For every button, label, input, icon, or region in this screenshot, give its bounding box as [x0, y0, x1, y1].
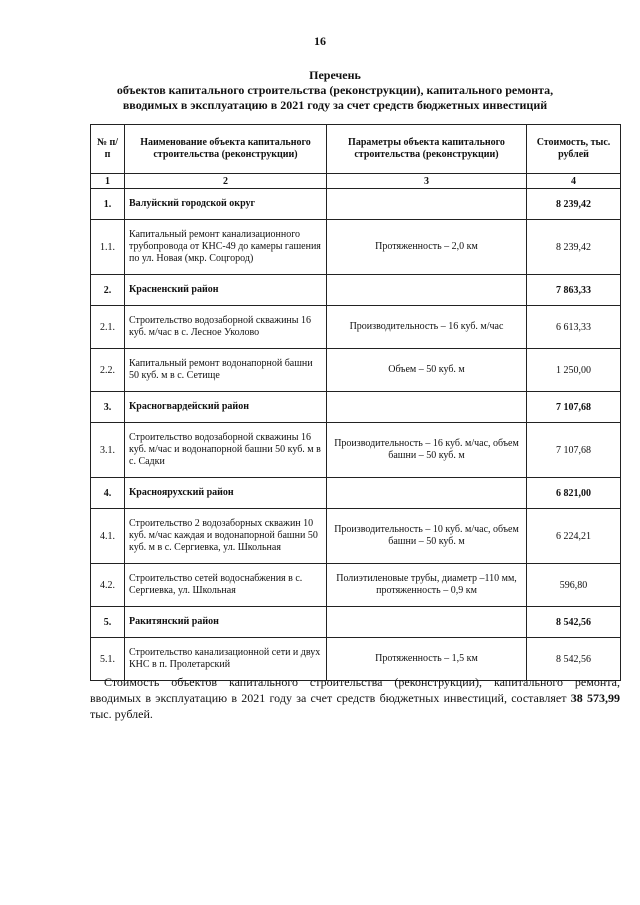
- row-index: 4.: [91, 478, 125, 509]
- row-name: Капитальный ремонт водонапорной башни 50 куб. м в с. Сетище: [125, 349, 327, 392]
- row-name: Строительство сетей водоснабжения в с. Сергиевка, ул. Школьная: [125, 564, 327, 607]
- row-params: Производительность – 16 куб. м/час, объем башни – 50 куб. м: [327, 423, 527, 478]
- row-params: [327, 189, 527, 220]
- header-num: № п/п: [91, 125, 125, 174]
- row-name: Строительство водозаборной скважины 16 куб. м/час в с. Лесное Уколово: [125, 306, 327, 349]
- row-index: 4.1.: [91, 509, 125, 564]
- row-name: Красногвардейский район: [125, 392, 327, 423]
- row-cost: 8 239,42: [527, 220, 621, 275]
- page-number: 16: [314, 34, 326, 48]
- column-number: 3: [327, 174, 527, 189]
- row-params: [327, 607, 527, 638]
- row-params: [327, 478, 527, 509]
- row-cost: 6 224,21: [527, 509, 621, 564]
- row-params: Протяженность – 1,5 км: [327, 638, 527, 681]
- table-row-district: [91, 478, 621, 509]
- row-index: 3.1.: [91, 423, 125, 478]
- title-line-1: Перечень: [309, 68, 361, 82]
- title-line-2: объектов капитального строительства (реконструкции), капитального ремонта,: [116, 83, 554, 97]
- row-index: 1.1.: [91, 220, 125, 275]
- row-index: 2.1.: [91, 306, 125, 349]
- row-cost: 8 542,56: [527, 607, 621, 638]
- column-number: 1: [91, 174, 125, 189]
- table-row: [91, 423, 621, 478]
- row-params: Протяженность – 2,0 км: [327, 220, 527, 275]
- document-title: [70, 68, 600, 113]
- row-cost: 6 613,33: [527, 306, 621, 349]
- row-cost: 7 107,68: [527, 423, 621, 478]
- row-index: 2.2.: [91, 349, 125, 392]
- row-name: Валуйский городской округ: [125, 189, 327, 220]
- table-row: [91, 349, 621, 392]
- row-cost: 7 863,33: [527, 275, 621, 306]
- row-name: Строительство 2 водозаборных скважин 10 куб. м/час каждая и водонапорной башни 50 куб. м в с. Сергиевка, ул. Школьная: [125, 509, 327, 564]
- row-name: Ракитянский район: [125, 607, 327, 638]
- header-name: Наименование объекта капитального строительства (реконструкции): [125, 125, 327, 174]
- row-name: Капитальный ремонт канализационного трубопровода от КНС-49 до камеры гашения по ул. Новая (мкр. Соцгород): [125, 220, 327, 275]
- row-cost: 1 250,00: [527, 349, 621, 392]
- row-cost: 6 821,00: [527, 478, 621, 509]
- summary-unit: тыс. рублей.: [90, 707, 153, 721]
- header-params: Параметры объекта капитального строительства (реконструкции): [327, 125, 527, 174]
- column-number-row: [91, 174, 621, 189]
- row-params: [327, 275, 527, 306]
- row-params: Производительность – 16 куб. м/час: [327, 306, 527, 349]
- row-index: 5.: [91, 607, 125, 638]
- table-row: [91, 220, 621, 275]
- row-index: 2.: [91, 275, 125, 306]
- table-row-district: [91, 275, 621, 306]
- row-name: Красненский район: [125, 275, 327, 306]
- summary-text: Стоимость объектов капитального строительства (реконструкции), капитального ремонта, вводимых в эксплуатацию в 2021 году за счет средств бюджетных инвестиций, составляет: [90, 675, 620, 705]
- row-params: Полиэтиленовые трубы, диаметр –110 мм, протяженность – 0,9 км: [327, 564, 527, 607]
- table-row-district: [91, 607, 621, 638]
- title-line-3: вводимых в эксплуатацию в 2021 году за счет средств бюджетных инвестиций: [122, 98, 548, 112]
- row-name: Строительство водозаборной скважины 16 куб. м/час и водонапорной башни 50 куб. м в с. Садки: [125, 423, 327, 478]
- row-params: [327, 392, 527, 423]
- row-cost: 8 239,42: [527, 189, 621, 220]
- table-header-row: [91, 125, 621, 174]
- header-cost: Стоимость, тыс. рублей: [527, 125, 621, 174]
- summary-total: 38 573,99: [570, 691, 621, 705]
- table-row: [91, 306, 621, 349]
- column-number: 4: [527, 174, 621, 189]
- objects-table: [90, 124, 621, 681]
- summary-paragraph: [90, 674, 620, 722]
- table-row-district: [91, 392, 621, 423]
- row-cost: 7 107,68: [527, 392, 621, 423]
- row-params: Производительность – 10 куб. м/час, объем башни – 50 куб. м: [327, 509, 527, 564]
- row-name: Строительство канализационной сети и двух КНС в п. Пролетарский: [125, 638, 327, 681]
- table-row: [91, 564, 621, 607]
- row-index: 5.1.: [91, 638, 125, 681]
- row-index: 1.: [91, 189, 125, 220]
- row-name: Красноярухский район: [125, 478, 327, 509]
- table-row: [91, 509, 621, 564]
- row-index: 4.2.: [91, 564, 125, 607]
- row-cost: 596,80: [527, 564, 621, 607]
- row-index: 3.: [91, 392, 125, 423]
- column-number: 2: [125, 174, 327, 189]
- row-params: Объем – 50 куб. м: [327, 349, 527, 392]
- table-row-district: [91, 189, 621, 220]
- row-cost: 8 542,56: [527, 638, 621, 681]
